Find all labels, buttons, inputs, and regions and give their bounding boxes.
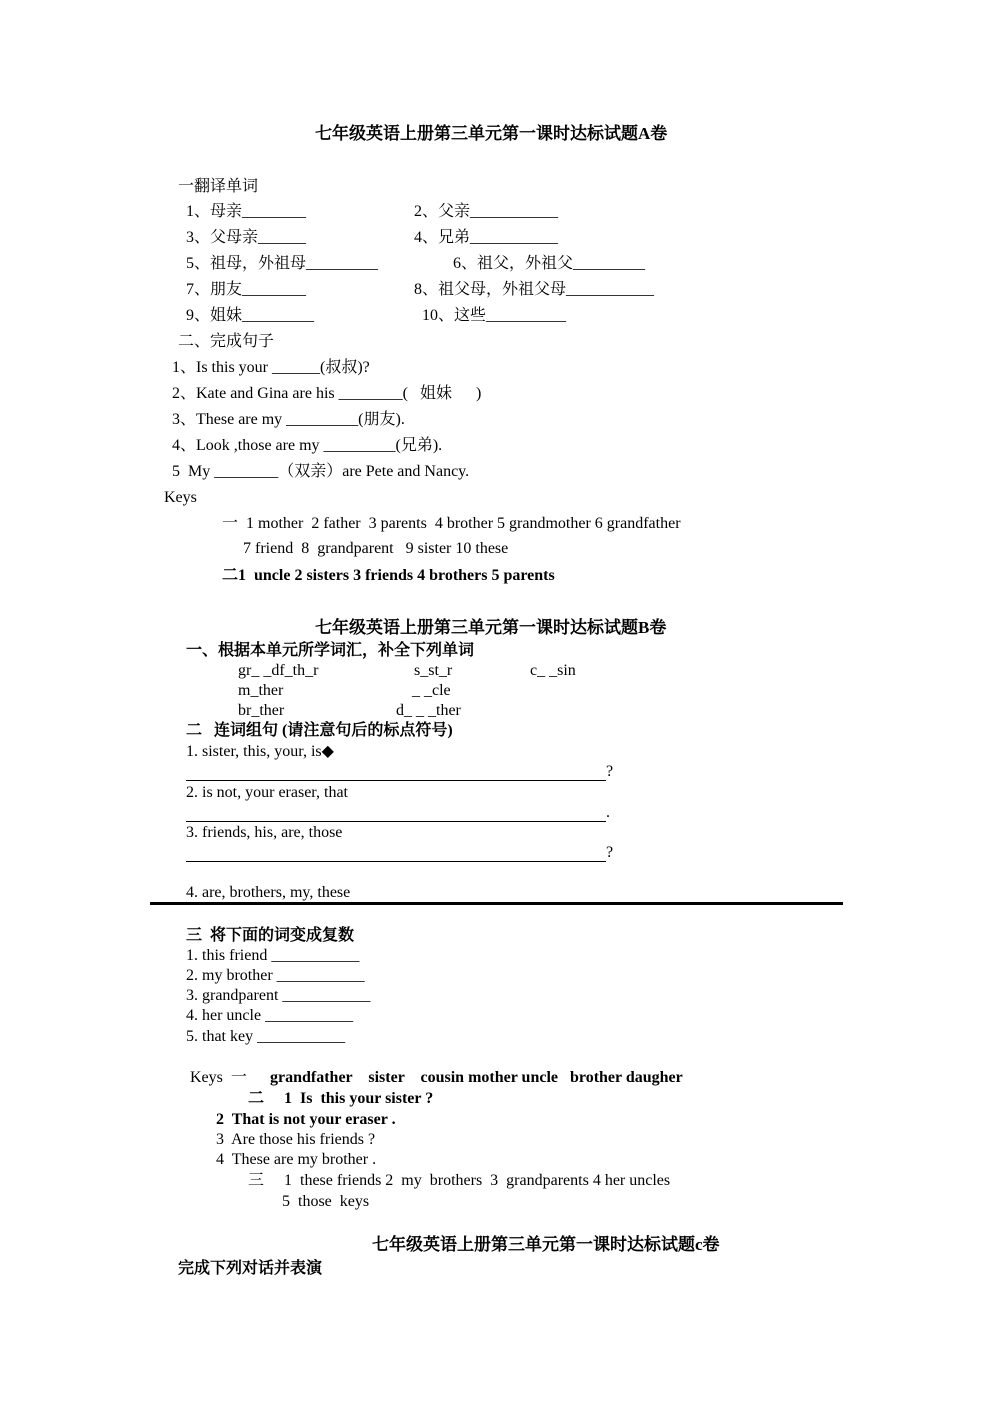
b-fill-word: d_ _ _ther	[396, 702, 461, 719]
a-section1-heading: 一翻译单词	[178, 178, 259, 195]
a-word-item: 8、祖父母，外祖父母___________	[414, 281, 655, 298]
a-word-item: 10、这些__________	[422, 307, 567, 324]
b-question-end-mark: ?	[606, 844, 614, 861]
a-word-item: 9、姐妹_________	[186, 307, 315, 324]
answer-line	[186, 780, 606, 781]
answer-line	[186, 821, 606, 822]
a-sentence-item: 4、Look ,those are my _________(兄弟).	[172, 437, 443, 454]
b-keys-line: grandfather sister cousin mother uncle brother daugher	[270, 1069, 683, 1086]
a-word-item: 6、祖父，外祖父_________	[453, 255, 646, 272]
b-plural-item: 2. my brother ___________	[186, 967, 365, 984]
a-word-item: 4、兄弟___________	[414, 229, 559, 246]
a-word-item: 7、朋友________	[186, 281, 307, 298]
answer-line	[186, 861, 606, 862]
b-question: 3. friends, his, are, those	[186, 824, 343, 841]
b-fill-word: gr_ _df_th_r	[238, 662, 319, 679]
paper-a-title: 七年级英语上册第三单元第一课时达标试题A卷	[315, 124, 668, 143]
b-keys-label: Keys 一	[190, 1069, 247, 1086]
c-heading: 完成下列对话并表演	[178, 1260, 323, 1277]
a-keys-line: 二1 uncle 2 sisters 3 friends 4 brothers 5 parents	[222, 567, 555, 584]
b-question-end-mark: ?	[606, 763, 614, 780]
a-word-item: 1、母亲________	[186, 203, 307, 220]
a-keys-line: 7 friend 8 grandparent 9 sister 10 these	[243, 540, 509, 557]
b-keys-line: 5 those keys	[282, 1193, 370, 1210]
b-section1-heading: 一、根据本单元所学词汇，补全下列单词	[186, 642, 475, 659]
a-section2-heading: 二、完成句子	[178, 333, 275, 350]
paper-b-title: 七年级英语上册第三单元第一课时达标试题B卷	[315, 618, 667, 637]
b-keys-line: 3 Are those his friends ?	[216, 1131, 376, 1148]
a-keys-line: 一 1 mother 2 father 3 parents 4 brother 5 grandmother 6 grandfather	[222, 515, 681, 532]
b-keys-line: 二 1 Is this your sister ?	[248, 1090, 434, 1107]
b-keys-line: 2 That is not your eraser .	[216, 1111, 396, 1128]
a-sentence-item: 2、Kate and Gina are his ________( 姐妹 )	[172, 385, 482, 402]
b-question-end-mark: .	[606, 804, 610, 821]
b-fill-word: c_ _sin	[530, 662, 576, 679]
b-fill-word: _ _cle	[412, 682, 451, 699]
b-plural-item: 5. that key ___________	[186, 1028, 346, 1045]
a-word-item: 2、父亲___________	[414, 203, 559, 220]
b-fill-word: s_st_r	[414, 662, 453, 679]
b-plural-item: 3. grandparent ___________	[186, 987, 371, 1004]
answer-line	[150, 902, 843, 905]
b-question: 4. are, brothers, my, these	[186, 884, 351, 901]
a-sentence-item: 1、Is this your ______(叔叔)?	[172, 359, 370, 376]
b-section3-heading: 三 将下面的词变成复数	[186, 927, 355, 944]
a-sentence-item: 5 My ________（双亲）are Pete and Nancy.	[172, 463, 470, 480]
b-plural-item: 1. this friend ___________	[186, 947, 360, 964]
a-sentence-item: 3、These are my _________(朋友).	[172, 411, 405, 428]
b-fill-word: br_ther	[238, 702, 285, 719]
a-word-item: 5、祖母，外祖母_________	[186, 255, 379, 272]
b-fill-word: m_ther	[238, 682, 284, 699]
b-keys-line: 4 These are my brother .	[216, 1151, 377, 1168]
b-keys-line: 三 1 these friends 2 my brothers 3 grandparents 4 her uncles	[248, 1172, 671, 1189]
b-plural-item: 4. her uncle ___________	[186, 1007, 354, 1024]
b-question: 2. is not, your eraser, that	[186, 784, 348, 801]
b-section2-heading: 二 连词组句 (请注意句后的标点符号)	[186, 722, 453, 739]
a-keys-label: Keys	[164, 489, 197, 506]
a-word-item: 3、父母亲______	[186, 229, 307, 246]
b-question: 1. sister, this, your, is◆	[186, 743, 334, 760]
paper-c-title: 七年级英语上册第三单元第一课时达标试题c卷	[372, 1235, 720, 1254]
